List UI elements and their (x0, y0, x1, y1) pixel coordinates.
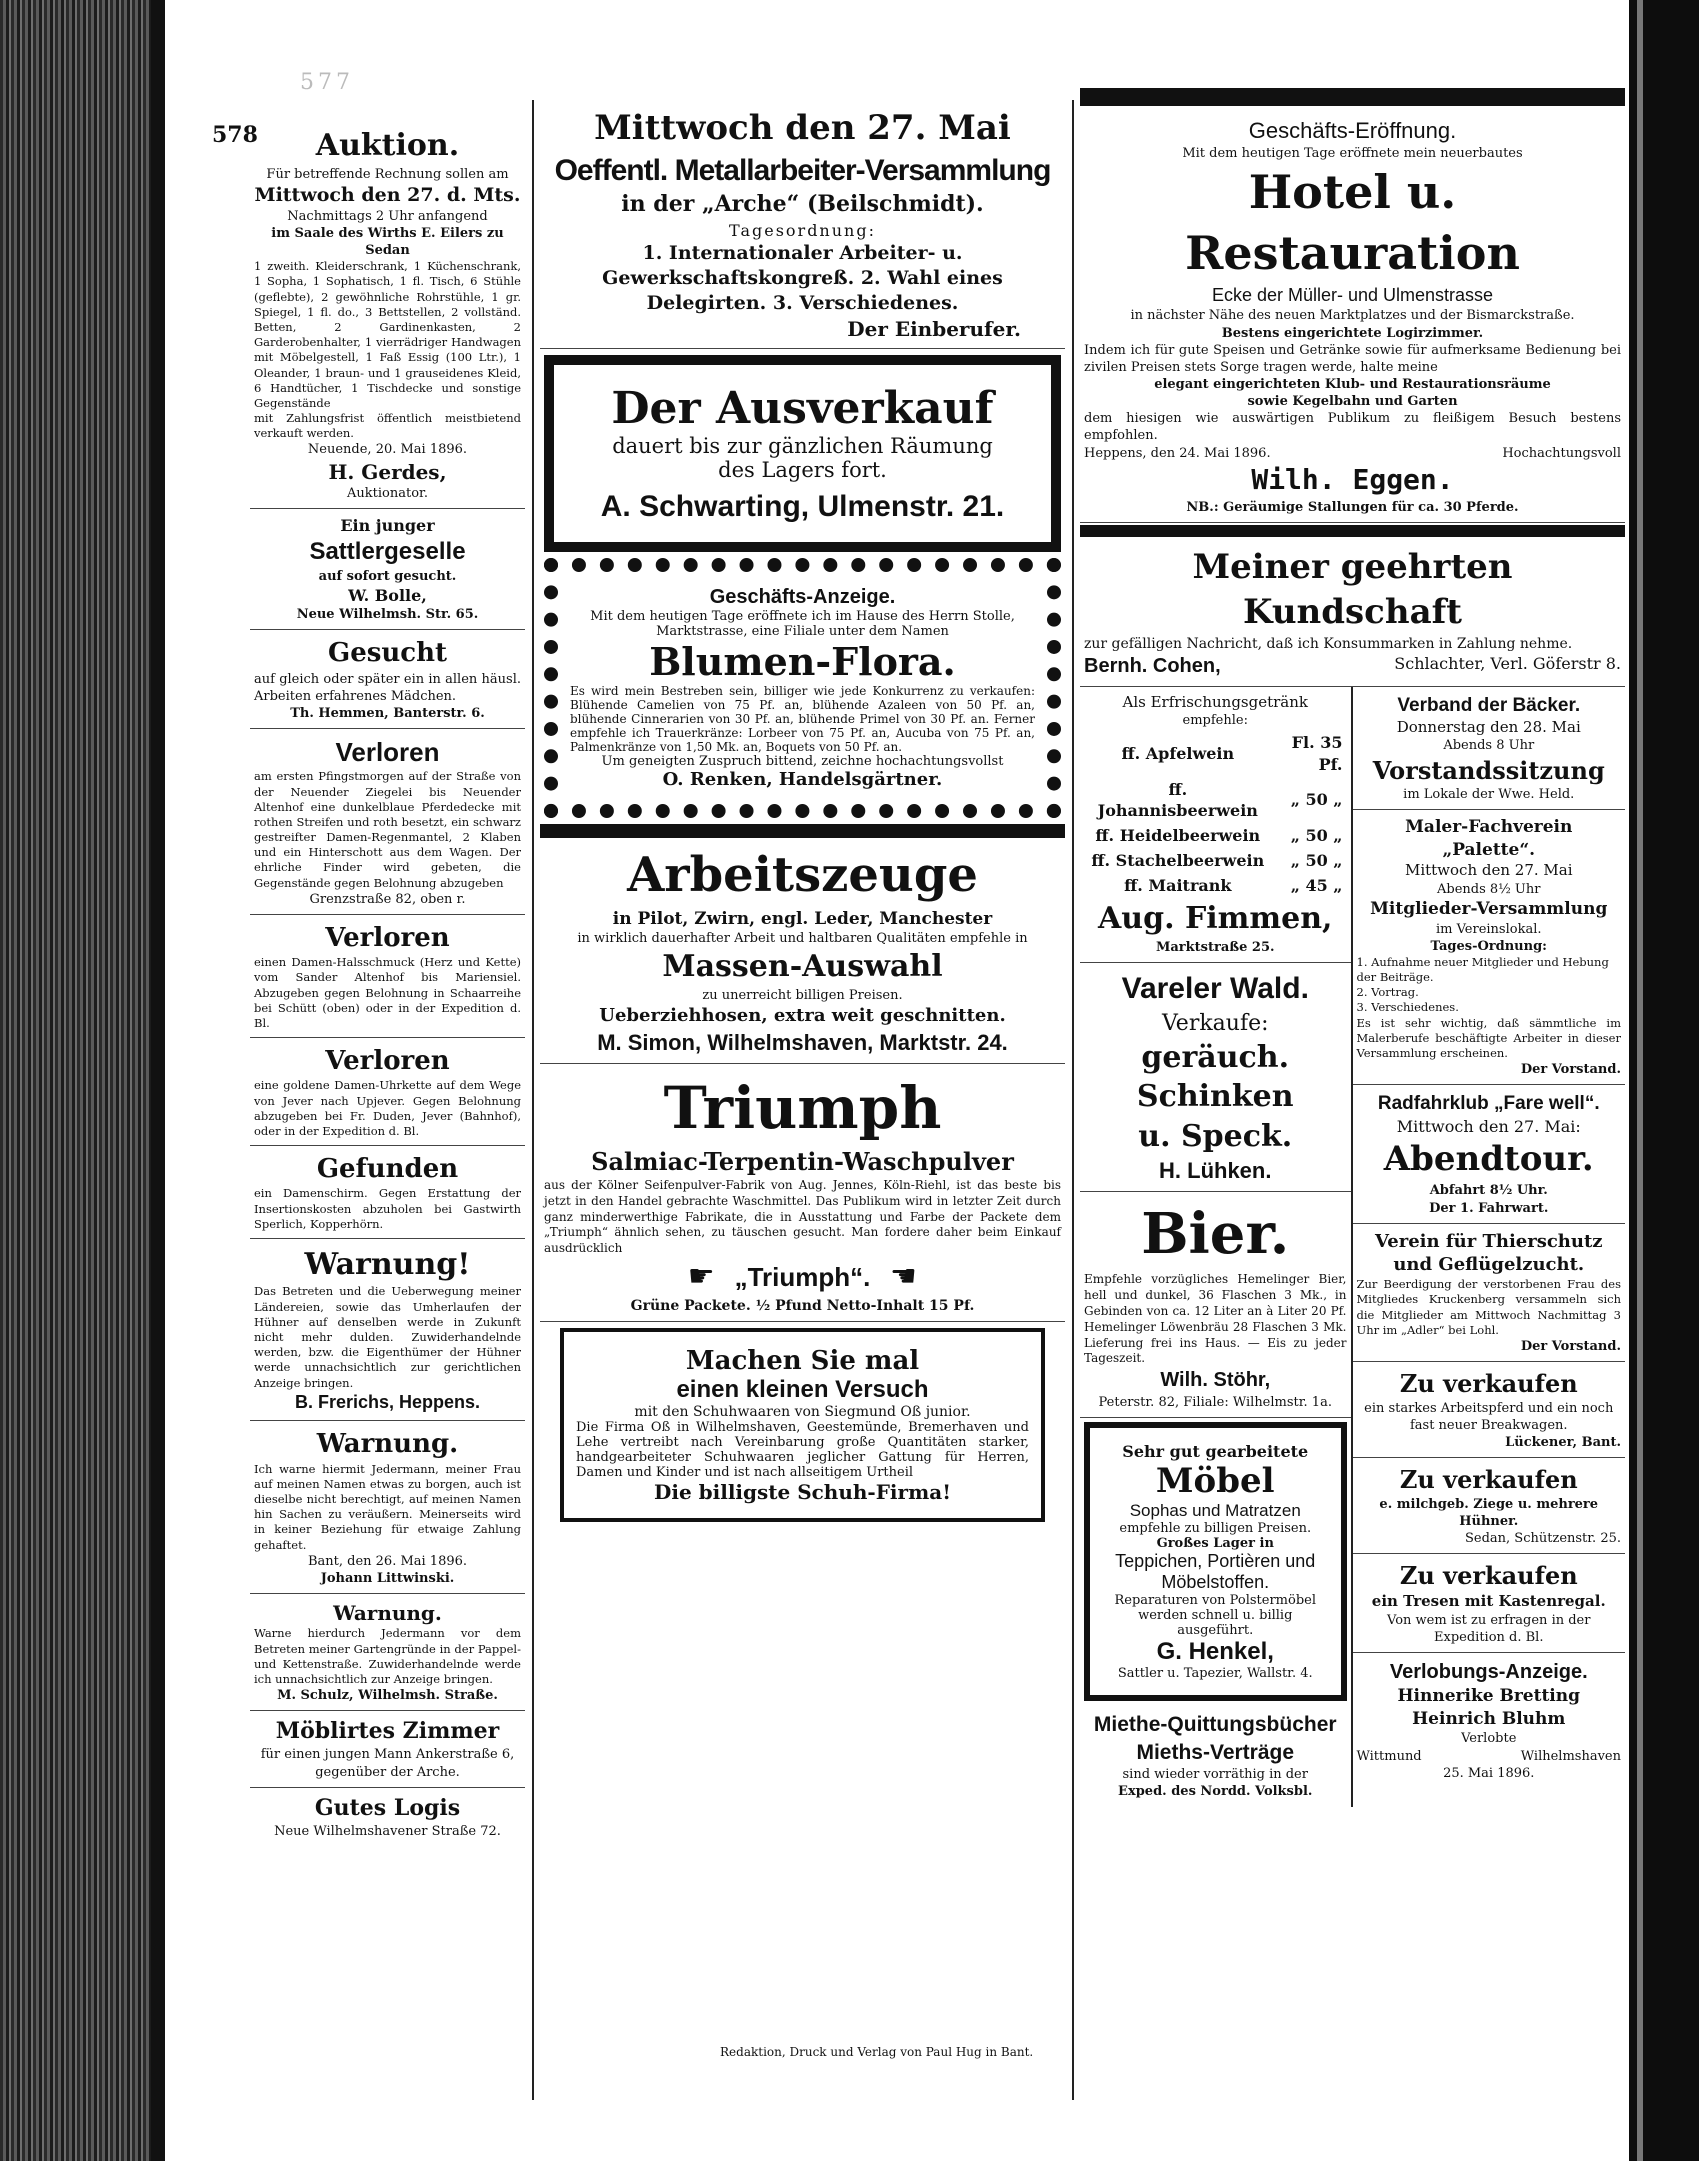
ad-title: Gefunden (316, 1154, 459, 1185)
ad-signature: Sedan, Schützenstr. 25. (1465, 1531, 1621, 1547)
ad-address: Marktstraße 25. (1155, 939, 1275, 955)
ad-line: Bestens eingerichtete Logirzimmer. (1221, 325, 1484, 341)
ad-signature: Der 1. Fahrwart. (1429, 1200, 1549, 1216)
pointing-hand-icon: ☛ (890, 1259, 918, 1295)
ad-title: Verloren (325, 1046, 450, 1077)
ad-body: auf gleich oder später ein in allen häusl. Arbeiten erfahrenes Mädchen. (254, 671, 521, 704)
ad-body: Zur Beerdigung der verstorbenen Frau des Mitgliedes Kruckenberg versammeln sich die Mitglieder am Mittwoch Nachmittag 3 Uhr im „Adler“ bei Lohl. (1356, 1277, 1621, 1337)
ad-address: Neue Wilhelmsh. Str. 65. (296, 607, 479, 623)
ad-title: Warnung. (333, 1601, 442, 1626)
ad-signature: G. Henkel, (1156, 1637, 1274, 1665)
ad-verkaufen-2 (1353, 1458, 1626, 1554)
ad-verkaufen-3 (1353, 1554, 1626, 1653)
price-item-name: ff. Apfelwein (1121, 744, 1235, 763)
ad-radfahrklub (1353, 1085, 1626, 1223)
ad-title: Gutes Logis (314, 1794, 461, 1821)
ad-signature: Aug. Fimmen, (1098, 901, 1333, 937)
price-item-price: „ 45 „ (1290, 876, 1343, 896)
ad-body: e. milchgeb. Ziege u. mehrere Hühner. (1379, 1496, 1599, 1529)
ad-signature: M. Simon, Wilhelmshaven, Marktstr. 24. (597, 1029, 1008, 1055)
ad-line: Als Erfrischungsgetränk (1122, 692, 1308, 711)
ad-line: einen kleinen Versuch (676, 1376, 929, 1404)
ad-fimmen (1080, 687, 1351, 963)
price-item-price: „ 50 „ (1290, 825, 1343, 845)
ad-agenda-head: Tagesordnung: (729, 220, 876, 240)
ad-date: Mittwoch den 27. Mai (594, 108, 1011, 148)
ad-title: Warnung. (316, 1429, 459, 1460)
price-item-name: ff. Stachelbeerwein (1091, 851, 1265, 870)
ad-verloren-2 (250, 915, 525, 1038)
ad-line: dauert bis zur gänzlichen Räumung (612, 434, 993, 459)
ad-hotel (1080, 110, 1625, 523)
ad-place: Wilhelmshaven (1520, 1748, 1621, 1764)
ad-body: Indem ich für gute Speisen und Getränke sowie für aufmerksame Bedienung bei zivilen Preisen stets Sorge tragen werde, halte meine (1084, 342, 1621, 375)
ad-line: Mittwoch den 27. Mai (1404, 861, 1573, 880)
ad-title: Zu verkaufen (1399, 1561, 1578, 1591)
ad-body: Die Firma Oß in Wilhelmshaven, Geestemünde, Bremerhaven und Lehe vertreibt nach Vereinbarung große Quantitäten starker, handgearbeiteter Schuhwaaren jeglicher Gattung für Herren, Damen und Kinder und ist nach allseitigem Urtheil (576, 1420, 1029, 1481)
ad-body: am ersten Pfingstmorgen auf der Straße von der Neuender Ziegelei bis Neuender Altenhof eine dunkelblaue Pferdedecke mit rothen Streifen und roth besetzt, ein schwarz gestreifter Damen-Regenmantel, 2 Klaben und ein Hinterschott aus dem Wagen. Der ehrliche Finder wird gebeten, die Gegenstände gegen Belohnung abzugeben (254, 769, 521, 890)
ad-signature: O. Renken, Handelsgärtner. (662, 769, 943, 791)
price-list (1084, 729, 1347, 899)
ad-agenda-item: 3. Verschiedenes. (1356, 1000, 1459, 1015)
ad-signature: B. Frerichs, Heppens. (294, 1391, 481, 1412)
column-3 (1080, 88, 1625, 1807)
ad-agenda: 1. Internationaler Arbeiter- u. Gewerkschaftskongreß. 2. Wahl eines Delegirten. 3. Verschiedenes. (602, 241, 1003, 314)
ad-line: geräuch. Schinken (1136, 1039, 1294, 1115)
ad-signature: W. Bolle, (348, 586, 427, 605)
ad-metallarbeiter (540, 100, 1065, 349)
ad-title: Sattlergeselle (309, 538, 466, 566)
ad-line: Nachmittags 2 Uhr anfangend (287, 208, 488, 224)
ad-verkaufen-1 (1353, 1362, 1626, 1458)
ad-line: Mittwoch den 27. Mai: (1396, 1117, 1581, 1137)
column-1 (250, 120, 525, 1846)
ad-line: Abends 8½ Uhr (1437, 882, 1541, 898)
ad-line: Reparaturen von Polstermöbel werden schnell u. billig ausgeführt. (1114, 1592, 1317, 1638)
price-item-price: „ 50 „ (1290, 790, 1343, 810)
ad-title: Der Ausverkauf (611, 383, 994, 435)
ad-body: Neue Wilhelmshavener Straße 72. (274, 1823, 501, 1839)
ad-line: Um geneigten Zuspruch bittend, zeichne hochachtungsvollst (601, 754, 1004, 770)
ad-line: in Pilot, Zwirn, engl. Leder, Manchester (612, 908, 993, 929)
ad-subtitle: Salmiac-Terpentin-Waschpulver (591, 1147, 1014, 1177)
column-3-split (1080, 687, 1625, 1807)
ad-schuh (560, 1328, 1045, 1522)
ad-blumen-flora (544, 558, 1061, 818)
ad-title: Möblirtes Zimmer (275, 1718, 500, 1745)
ad-body: Warne hierdurch Jedermann vor dem Betreten meiner Gartengründe in der Pappel- und Kettenstraße. Zuwiderhandelnde werde ich unnachsichtlich zur Anzeige bringen. (254, 1626, 521, 1686)
ad-title: Vareler Wald. (1121, 971, 1309, 1005)
ad-place-row (1357, 1748, 1622, 1765)
ad-signature: Der Vorstand. (1520, 1338, 1621, 1354)
rule (1080, 525, 1625, 537)
ad-signature: Grenzstraße 82, oben r. (309, 891, 466, 907)
ad-line: empfehle zu billigen Preisen. (1119, 1520, 1312, 1536)
ad-signature: H. Gerdes, (328, 459, 447, 484)
ad-name: Hinnerike Bretting (1397, 1686, 1581, 1707)
ad-signature: Wilh. Eggen. (1251, 462, 1454, 496)
ad-foot: Grüne Packete. ½ Pfund Netto-Inhalt 15 Pf. (630, 1297, 975, 1314)
ad-line: des Lagers fort. (718, 458, 887, 483)
ad-body: ein Tresen mit Kastenregal. (1371, 1591, 1606, 1610)
ad-body: 1 zweith. Kleiderschrank, 1 Küchenschrank, 1 Sopha, 1 Sophatisch, 1 fl. Tisch, 6 Stühle (geflebte), 2 gewöhnliche Rohrstühle, 1 gr. Spiegel, 1 fl. do., 3 Bettstellen, 2 vollständ. Betten, 2 Gardinenkasten, 2 Garderobenhalter, 1 vierrädriger Handwagen mit Möbelgestell, 1 Faß Essig (100 Ltr.), 1 Oleander, 1 braun- und 1 grauseidenes Kleid, 6 Handtücher, 1 Tischdecke und sonstige Gegenstände (254, 259, 521, 410)
ad-line: u. Speck. (1138, 1118, 1293, 1154)
binding-edge (151, 0, 165, 2161)
ad-line: elegant eingerichteten Klub- und Restaurationsräume (1154, 377, 1551, 392)
ad-title: Verlobungs-Anzeige. (1389, 1661, 1588, 1684)
ad-address: Sattler u. Tapezier, Wallstr. 4. (1117, 1665, 1313, 1681)
page-number: 578 (212, 122, 258, 148)
ad-highlight: Mitglieder-Versammlung (1370, 899, 1608, 920)
column-rule-1 (532, 100, 534, 2100)
ad-agenda-head: Tages-Ordnung: (1430, 938, 1547, 954)
page-right-edge (1629, 0, 1699, 2161)
ad-signature: H. Lühken. (1159, 1158, 1272, 1184)
ad-head: Geschäfts-Anzeige. (709, 586, 896, 609)
ad-signature: A. Schwarting, Ulmenstr. 21. (600, 490, 1005, 524)
ad-line: mit den Schuhwaaren von Siegmund Oß junior. (634, 1404, 971, 1421)
ad-title: Verband der Bäcker. (1397, 694, 1581, 716)
ad-line: dem hiesigen wie auswärtigen Publikum zu fleißigem Besuch bestens empfohlen. (1084, 411, 1621, 444)
ad-signature: Johann Littwinski. (320, 1570, 455, 1586)
ad-place: im Saale des Wirths E. Eilers zu Sedan (271, 225, 504, 259)
ad-body: ein Damenschirm. Gegen Erstattung der Insertionskosten abzuholen bei Gastwirth Sperlich, Kopperhörn. (254, 1186, 521, 1231)
price-row (1086, 849, 1345, 872)
ad-maler (1353, 810, 1626, 1085)
ad-line: sowie Kegelbahn und Garten (1247, 394, 1458, 410)
ad-title: Verloren (325, 922, 450, 953)
ad-warnung-1 (250, 1239, 525, 1422)
ad-body: eine goldene Damen-Uhrkette auf dem Wege von Jever nach Upjever. Gegen Belohnung abzugeben bei Fr. Duden, Jever (Bahnhof), oder in der Expedition d. Bl. (254, 1078, 521, 1138)
price-row (1086, 824, 1345, 847)
ad-title: Arbeitszeuge (627, 847, 978, 904)
pointing-hand-icon: ☛ (687, 1259, 715, 1295)
ad-body: einen Damen-Halsschmuck (Herz und Kette) vom Sander Altenhof bis Mariensiel. Abzugeben gegen Belohnung in Schaarreihe bei Schütt (oben) oder in der Expedition d. Bl. (254, 955, 521, 1030)
ad-gefunden (250, 1146, 525, 1239)
ad-note: NB.: Geräumige Stallungen für ca. 30 Pferde. (1186, 499, 1519, 515)
ad-title: Auktion. (315, 128, 460, 163)
price-row (1086, 874, 1345, 897)
ad-body: zur gefälligen Nachricht, daß ich Konsummarken in Zahlung nehme. (1084, 635, 1573, 652)
ad-line: im Vereinslokal. (1435, 921, 1542, 937)
ad-body: Ich warne hiermit Jedermann, meiner Frau auf meinen Namen etwas zu borgen, auch ist dieselbe nicht berechtigt, auf meinen Namen hin Sachen zu veräußern. Meinerseits wird in keiner Beziehung für etwaige Zahlung gehaftet. (254, 1461, 521, 1552)
ad-zimmer (250, 1711, 525, 1787)
ad-line: Ueberziehhosen, extra weit geschnitten. (599, 1004, 1006, 1026)
ad-title: Zu verkaufen (1399, 1465, 1578, 1495)
ad-title: Verein für Thierschutz und Geflügelzucht. (1374, 1230, 1603, 1276)
ad-place: Wittmund (1356, 1748, 1422, 1764)
ad-baecker (1353, 687, 1626, 811)
ad-ausverkauf (544, 355, 1061, 552)
ad-line: Mit dem heutigen Tage eröffnete mein neuerbautes (1182, 146, 1523, 162)
ad-line: in nächster Nähe des neuen Marktplatzes und der Bismarckstraße. (1130, 308, 1575, 324)
ad-title: Bier. (1141, 1201, 1290, 1268)
ad-warnung-2 (250, 1421, 525, 1594)
ad-name: Heinrich Bluhm (1412, 1708, 1566, 1729)
top-page-mark: 577 (300, 70, 354, 95)
ad-brand: „Triumph“. (734, 1261, 871, 1292)
ad-title: Verloren (335, 737, 440, 768)
ad-body: Es ist sehr wichtig, daß sämmtliche im Malerberufe beschäftigte Arbeiter in dieser Versammlung erscheinen. (1356, 1015, 1621, 1060)
ad-date-row (1084, 445, 1621, 462)
ad-line: im Lokale der Wwe. Held. (1403, 787, 1575, 803)
ad-signature: Lückener, Bant. (1505, 1435, 1621, 1450)
ad-date-place: Neuende, 20. Mai 1896. (307, 442, 468, 458)
ad-body: Das Betreten und die Ueberwegung meiner Ländereien, sowie das Umherlaufen der Hühner auf denselben werde in Zukunft nicht mehr dulden. Zuwiderhandelnde werden, bzw. die Eigenthümer der Hühner werde unnachsichtlich zur gerichtlichen Anzeige bringen. (254, 1284, 521, 1390)
ad-place: in der „Arche“ (Beilschmidt). (621, 191, 984, 218)
price-row (1086, 778, 1345, 822)
ad-verloren-1 (250, 729, 525, 915)
ad-sig-row (1084, 653, 1621, 679)
price-item-name: ff. Heidelbeerwein (1095, 825, 1261, 845)
ad-line: in wirklich dauerhafter Arbeit und haltbaren Qualitäten empfehle in (577, 931, 1028, 947)
ad-logis (250, 1788, 525, 1846)
column-rule-2 (1072, 100, 1074, 2100)
price-item-name: ff. Maitrank (1124, 876, 1232, 896)
top-rule (1080, 88, 1625, 106)
ad-title: Triumph (663, 1073, 942, 1142)
ad-moebel (1084, 1422, 1347, 1701)
ad-line: sind wieder vorräthig in der (1122, 1767, 1308, 1783)
ad-line: Von wem ist zu erfragen in der Expedition d. Bl. (1387, 1612, 1591, 1645)
ad-line: Teppichen, Portièren und Möbelstoffen. (1115, 1550, 1316, 1592)
ad-tierschutz (1353, 1224, 1626, 1362)
ad-line: Donnerstag den 28. Mai (1396, 717, 1581, 736)
ad-signature: Exped. des Nordd. Volksbl. (1118, 1784, 1313, 1800)
newspaper-page (180, 40, 1630, 2140)
ad-verlobung (1353, 1653, 1626, 1788)
ad-body: Es wird mein Bestreben sein, billiger wie jede Konkurrenz zu verkaufen: Blühende Camelien von 75 Pf. an, blühende Azaleen von 50 Pf. an, blühende Cinnerarien von 30 Pf. an, blühende Primel von 30 Pf. an. Ferner empfehle ich Trauerkränze: Lorbeer von 75 Pf. an, Aucuba von 75 Pf. an, Palmenkränze von 1,50 Mk. an, Boquets von 50 Pf. an. (570, 684, 1035, 755)
ad-title: Gesucht (327, 638, 448, 669)
ad-signature: Th. Hemmen, Banterstr. 6. (290, 705, 485, 721)
ad-gesucht (250, 630, 525, 729)
ad-kundschaft (1080, 539, 1625, 687)
ad-title: Warnung! (304, 1246, 471, 1282)
ad-line: Sehr gut gearbeitete (1122, 1441, 1309, 1461)
column-2 (540, 100, 1065, 1528)
ad-address: Schlachter, Verl. Göferstr 8. (1394, 654, 1621, 674)
ad-sattler (250, 509, 525, 630)
ad-line: Verkaufe: (1161, 1010, 1269, 1036)
ad-greeting: Hochachtungsvoll (1502, 445, 1621, 461)
ad-line: Abfahrt 8½ Uhr. (1429, 1183, 1548, 1199)
ad-agenda-item: 2. Vortrag. (1356, 985, 1419, 1000)
book-binding (0, 0, 165, 2161)
ad-highlight: Massen-Auswahl (662, 949, 943, 985)
ad-body: Empfehle vorzügliches Hemelinger Bier, hell und dunkel, 36 Flaschen 3 Mk., in Gebinden von ca. 12 Liter an à Liter 20 Pf. Hemelinger Löwenbräu 28 Flaschen 3 Mk. Lieferung frei ins Haus. — Eis zu jeder Tageszeit. (1084, 1272, 1347, 1366)
ad-title: Hotel u. Restauration (1185, 165, 1520, 280)
price-row (1086, 731, 1345, 775)
ad-signature: Bernh. Cohen, (1084, 655, 1221, 678)
ad-signature: M. Schulz, Wilhelmsh. Straße. (277, 1688, 498, 1704)
ad-signature: Der Vorstand. (1520, 1062, 1621, 1078)
ad-warnung-3 (250, 1594, 525, 1711)
ad-line: Ein junger (340, 516, 435, 536)
ad-arbeitszeuge (540, 824, 1065, 1063)
column-3-left (1080, 687, 1353, 1807)
ad-title: Maler-Fachverein „Palette“. (1405, 817, 1573, 860)
ad-address: Peterstr. 82, Filiale: Wilhelmstr. 1a. (1098, 1394, 1332, 1410)
price-item-name: ff. Johannisbeerwein (1097, 779, 1258, 820)
ad-signature: Der Einberufer. (847, 316, 1021, 341)
ad-bier (1080, 1192, 1351, 1417)
ad-title: Zu verkaufen (1399, 1369, 1578, 1399)
ad-line: Abends 8 Uhr (1443, 738, 1535, 754)
ad-body: ein starkes Arbeitspferd und ein noch fast neuer Breakwagen. (1364, 1400, 1614, 1433)
ad-title: Radfahrklub „Fare well“. (1377, 1093, 1600, 1115)
imprint-footer: Redaktion, Druck und Verlag von Paul Hug in Bant. (720, 2045, 1034, 2059)
ad-date-place: Bant, den 26. Mai 1896. (307, 1553, 468, 1569)
price-item-price: „ 50 „ (1290, 851, 1343, 870)
column-3-right (1353, 687, 1626, 1807)
ad-verloren-3 (250, 1038, 525, 1146)
ad-highlight: Vorstandssitzung (1372, 755, 1605, 785)
ad-line: Ecke der Müller- und Ulmenstrasse (1211, 284, 1494, 305)
ad-line: Sophas und Matratzen (1129, 1500, 1301, 1520)
ad-line: auf sofort gesucht. (318, 568, 457, 584)
ad-line: Machen Sie mal (685, 1346, 920, 1377)
ad-title: Blumen-Flora. (649, 639, 956, 685)
ad-agenda-item: 1. Aufnahme neuer Mitglieder und Hebung der Beiträge. (1356, 954, 1609, 985)
ad-vareler (1080, 963, 1351, 1192)
ad-line: Verlobte (1461, 1731, 1517, 1747)
ad-date-place: Heppens, den 24. Mai 1896. (1084, 445, 1271, 461)
ad-body: aus der Kölner Seifenpulver-Fabrik von Aug. Jennes, Köln-Riehl, ist das beste bis jetzt in den Handel gebrachte Waschmittel. Das Publikum wird in letzter Zeit durch ganz minderwerthige Fabrikate, die in Ausstattung und Farbe der Packete dem „Triumph“ ähnlich sehen, zu täuschen gesucht. Man fordere daher beim Einkauf ausdrücklich (544, 1177, 1061, 1256)
ad-line: zu unerreicht billigen Preisen. (702, 987, 903, 1003)
ad-title: Meiner geehrten Kundschaft (1192, 546, 1513, 632)
ad-role: Auktionator. (347, 485, 428, 501)
ad-line: empfehle: (1182, 713, 1248, 729)
ad-title: Möbel (1155, 1460, 1275, 1501)
ad-signature: Wilh. Stöhr, (1160, 1369, 1271, 1392)
ad-line: Mit dem heutigen Tage eröffnete ich im Hause des Herrn Stolle, Marktstrasse, eine Filiale unter dem Namen (590, 609, 1015, 640)
ad-signature: Die billigste Schuh-Firma! (654, 1480, 951, 1505)
ad-brand-row (544, 1257, 1061, 1297)
ad-triumph (540, 1064, 1065, 1322)
ad-miethe (1080, 1705, 1351, 1807)
ad-highlight: Abendtour. (1383, 1139, 1594, 1180)
ad-line: Für betreffende Rechnung sollen am (266, 166, 509, 182)
edge-strip (1637, 0, 1643, 2161)
ad-date: Mittwoch den 27. d. Mts. (254, 183, 521, 206)
ad-title: Oeffentl. Metallarbeiter-Versammlung (554, 153, 1051, 187)
ad-line: Großes Lager in (1156, 1535, 1274, 1551)
ad-auktion (250, 120, 525, 509)
ad-line: mit Zahlungsfrist öffentlich meistbietend verkauft werden. (254, 411, 521, 441)
ad-body: für einen jungen Mann Ankerstraße 6, gegenüber der Arche. (260, 1747, 515, 1780)
ad-title: Miethe-Quittungsbücher Mieths-Verträge (1093, 1712, 1337, 1764)
price-item-price: Fl. 35 Pf. (1291, 733, 1343, 774)
ad-head: Geschäfts-Eröffnung. (1248, 118, 1457, 143)
ad-date: 25. Mai 1896. (1443, 1765, 1535, 1781)
